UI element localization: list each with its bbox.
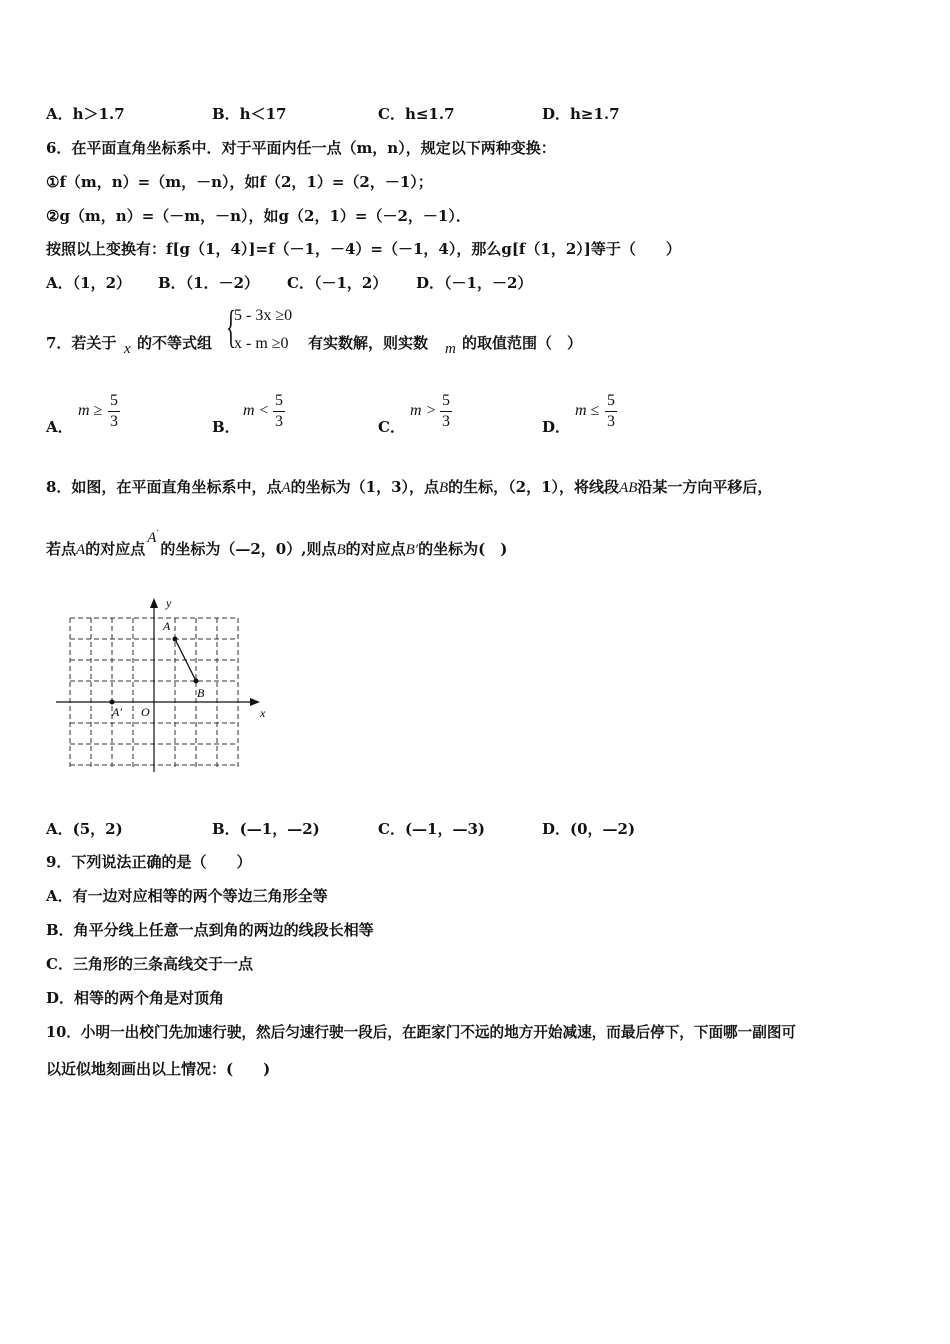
point-a-prime <box>110 700 115 705</box>
q7-option-a-lhs: m ≥ <box>78 402 103 419</box>
q5-option-a: A．h＞1.7 <box>46 105 125 123</box>
figure-point-b-label: B <box>197 686 205 700</box>
point-a <box>173 637 178 642</box>
figure-point-a-prime-label: A′ <box>112 705 122 719</box>
q8-option-c: C．(—1，—3) <box>378 820 486 838</box>
q6-transform-example: 按照以上变换有：f[g（1，4）]=f（－1，－4）=（－1，4），那么g[f（1，2）]等于（ ） <box>46 240 681 258</box>
q6-option-d: D．（－1，－2） <box>416 274 533 292</box>
q10-stem-line-2: 以近似地刻画出以上情况：( ) <box>46 1060 271 1078</box>
point-a-label: A <box>281 480 291 496</box>
fraction-numerator: 5 <box>275 392 283 409</box>
q8-coordinate-grid-figure <box>50 592 270 774</box>
q7-variable-x: x <box>124 341 131 357</box>
q7-option-d-fraction <box>605 392 617 431</box>
q8-option-d: D．(0，—2) <box>542 820 636 838</box>
q10-stem-line-1: 10．小明一出校门先加速行驶，然后匀速行驶一段后，在距家门不远的地方开始减速，而最后停下，下面哪一副图可 <box>46 1024 797 1041</box>
q7-option-a-letter: A． <box>46 418 73 436</box>
q9-option-d: D．相等的两个角是对顶角 <box>46 989 225 1007</box>
point-b <box>194 679 199 684</box>
fraction-denominator: 3 <box>275 413 283 430</box>
y-axis-arrow <box>150 598 158 608</box>
fraction-numerator: 5 <box>110 392 118 409</box>
system-row-1: 5 - 3x ≥0 <box>234 307 293 324</box>
q6-rule-g: ②g（m，n）=（－m，－n），如g（2，1）=（－2，－1）． <box>46 207 471 225</box>
q9-option-a: A．有一边对应相等的两个等边三角形全等 <box>46 887 328 905</box>
x-axis-arrow <box>250 698 260 706</box>
fraction-denominator: 3 <box>442 413 450 430</box>
q6-option-c: C．（－1，2） <box>287 274 388 292</box>
q8-option-b: B．(—1，—2) <box>212 820 320 838</box>
y-axis-label: y <box>166 596 172 610</box>
q9-option-c: C．三角形的三条高线交于一点 <box>46 955 253 973</box>
q7-option-c-letter: C． <box>378 418 405 436</box>
q7-option-b-fraction <box>273 392 285 431</box>
q7-stem-start: 7．若关于 <box>46 334 117 352</box>
fraction-denominator: 3 <box>607 413 615 430</box>
q7-variable-m: m <box>445 341 456 357</box>
q7-option-a-fraction <box>108 392 120 431</box>
q6-option-b: B．（1．－2） <box>158 274 260 292</box>
segment-ab-label: AB <box>619 480 638 496</box>
fraction-numerator: 5 <box>442 392 450 409</box>
point-b-prime-label: B′ <box>405 542 419 558</box>
q9-option-b: B．角平分线上任意一点到角的两边的线段长相等 <box>46 921 374 939</box>
x-axis-label: x <box>260 706 266 720</box>
origin-label: O <box>141 705 150 719</box>
q6-option-a: A．（1，2） <box>46 274 132 292</box>
q7-option-c-lhs: m > <box>410 402 437 419</box>
q7-inequality-system <box>226 301 306 357</box>
q5-option-b: B．h＜17 <box>212 105 287 123</box>
q9-stem: 9．下列说法正确的是（ ） <box>46 853 252 871</box>
point-b-label: B <box>336 542 346 558</box>
q7-option-b-lhs: m < <box>243 402 270 419</box>
q8-stem-line-1: 8．如图，在平面直角坐标系中，点A的坐标为（1，3），点B的生标，（2，1），将线段AB沿某一方向平移后， <box>46 478 773 496</box>
system-row-2: x - m ≥0 <box>234 335 289 352</box>
q7-stem-cont: 有实数解，则实数 <box>308 334 429 352</box>
q7-option-b-letter: B． <box>212 418 240 436</box>
q8-option-a: A．(5，2) <box>46 820 123 838</box>
point-a-label: A <box>76 542 86 558</box>
q6-stem: 6．在平面直角坐标系中．对于平面内任一点（m，n），规定以下两种变换： <box>46 139 556 157</box>
q6-rule-f: ①f（m，n）=（m，－n），如f（2，1）=（2，－1）； <box>46 173 433 191</box>
q5-option-c: C．h≤1.7 <box>378 105 455 123</box>
fraction-denominator: 3 <box>110 413 118 430</box>
point-a-prime-label: A′ <box>147 528 159 546</box>
q5-option-d: D．h≥1.7 <box>542 105 620 123</box>
point-b-label: B <box>439 480 449 496</box>
q7-stem-end: 的取值范围（ ） <box>462 334 583 352</box>
q8-stem-line-2: 若点A的对应点A′的坐标为（—2，0）,则点B的对应点B′的坐标为( ) <box>46 528 508 558</box>
q7-option-c-fraction <box>440 392 452 431</box>
q7-option-d-lhs: m ≤ <box>575 402 600 419</box>
fraction-numerator: 5 <box>607 392 615 409</box>
q7-stem-mid: 的不等式组 <box>137 334 213 352</box>
left-brace: { <box>226 301 236 352</box>
figure-point-a-label: A <box>163 619 171 633</box>
q7-option-d-letter: D． <box>542 418 571 436</box>
